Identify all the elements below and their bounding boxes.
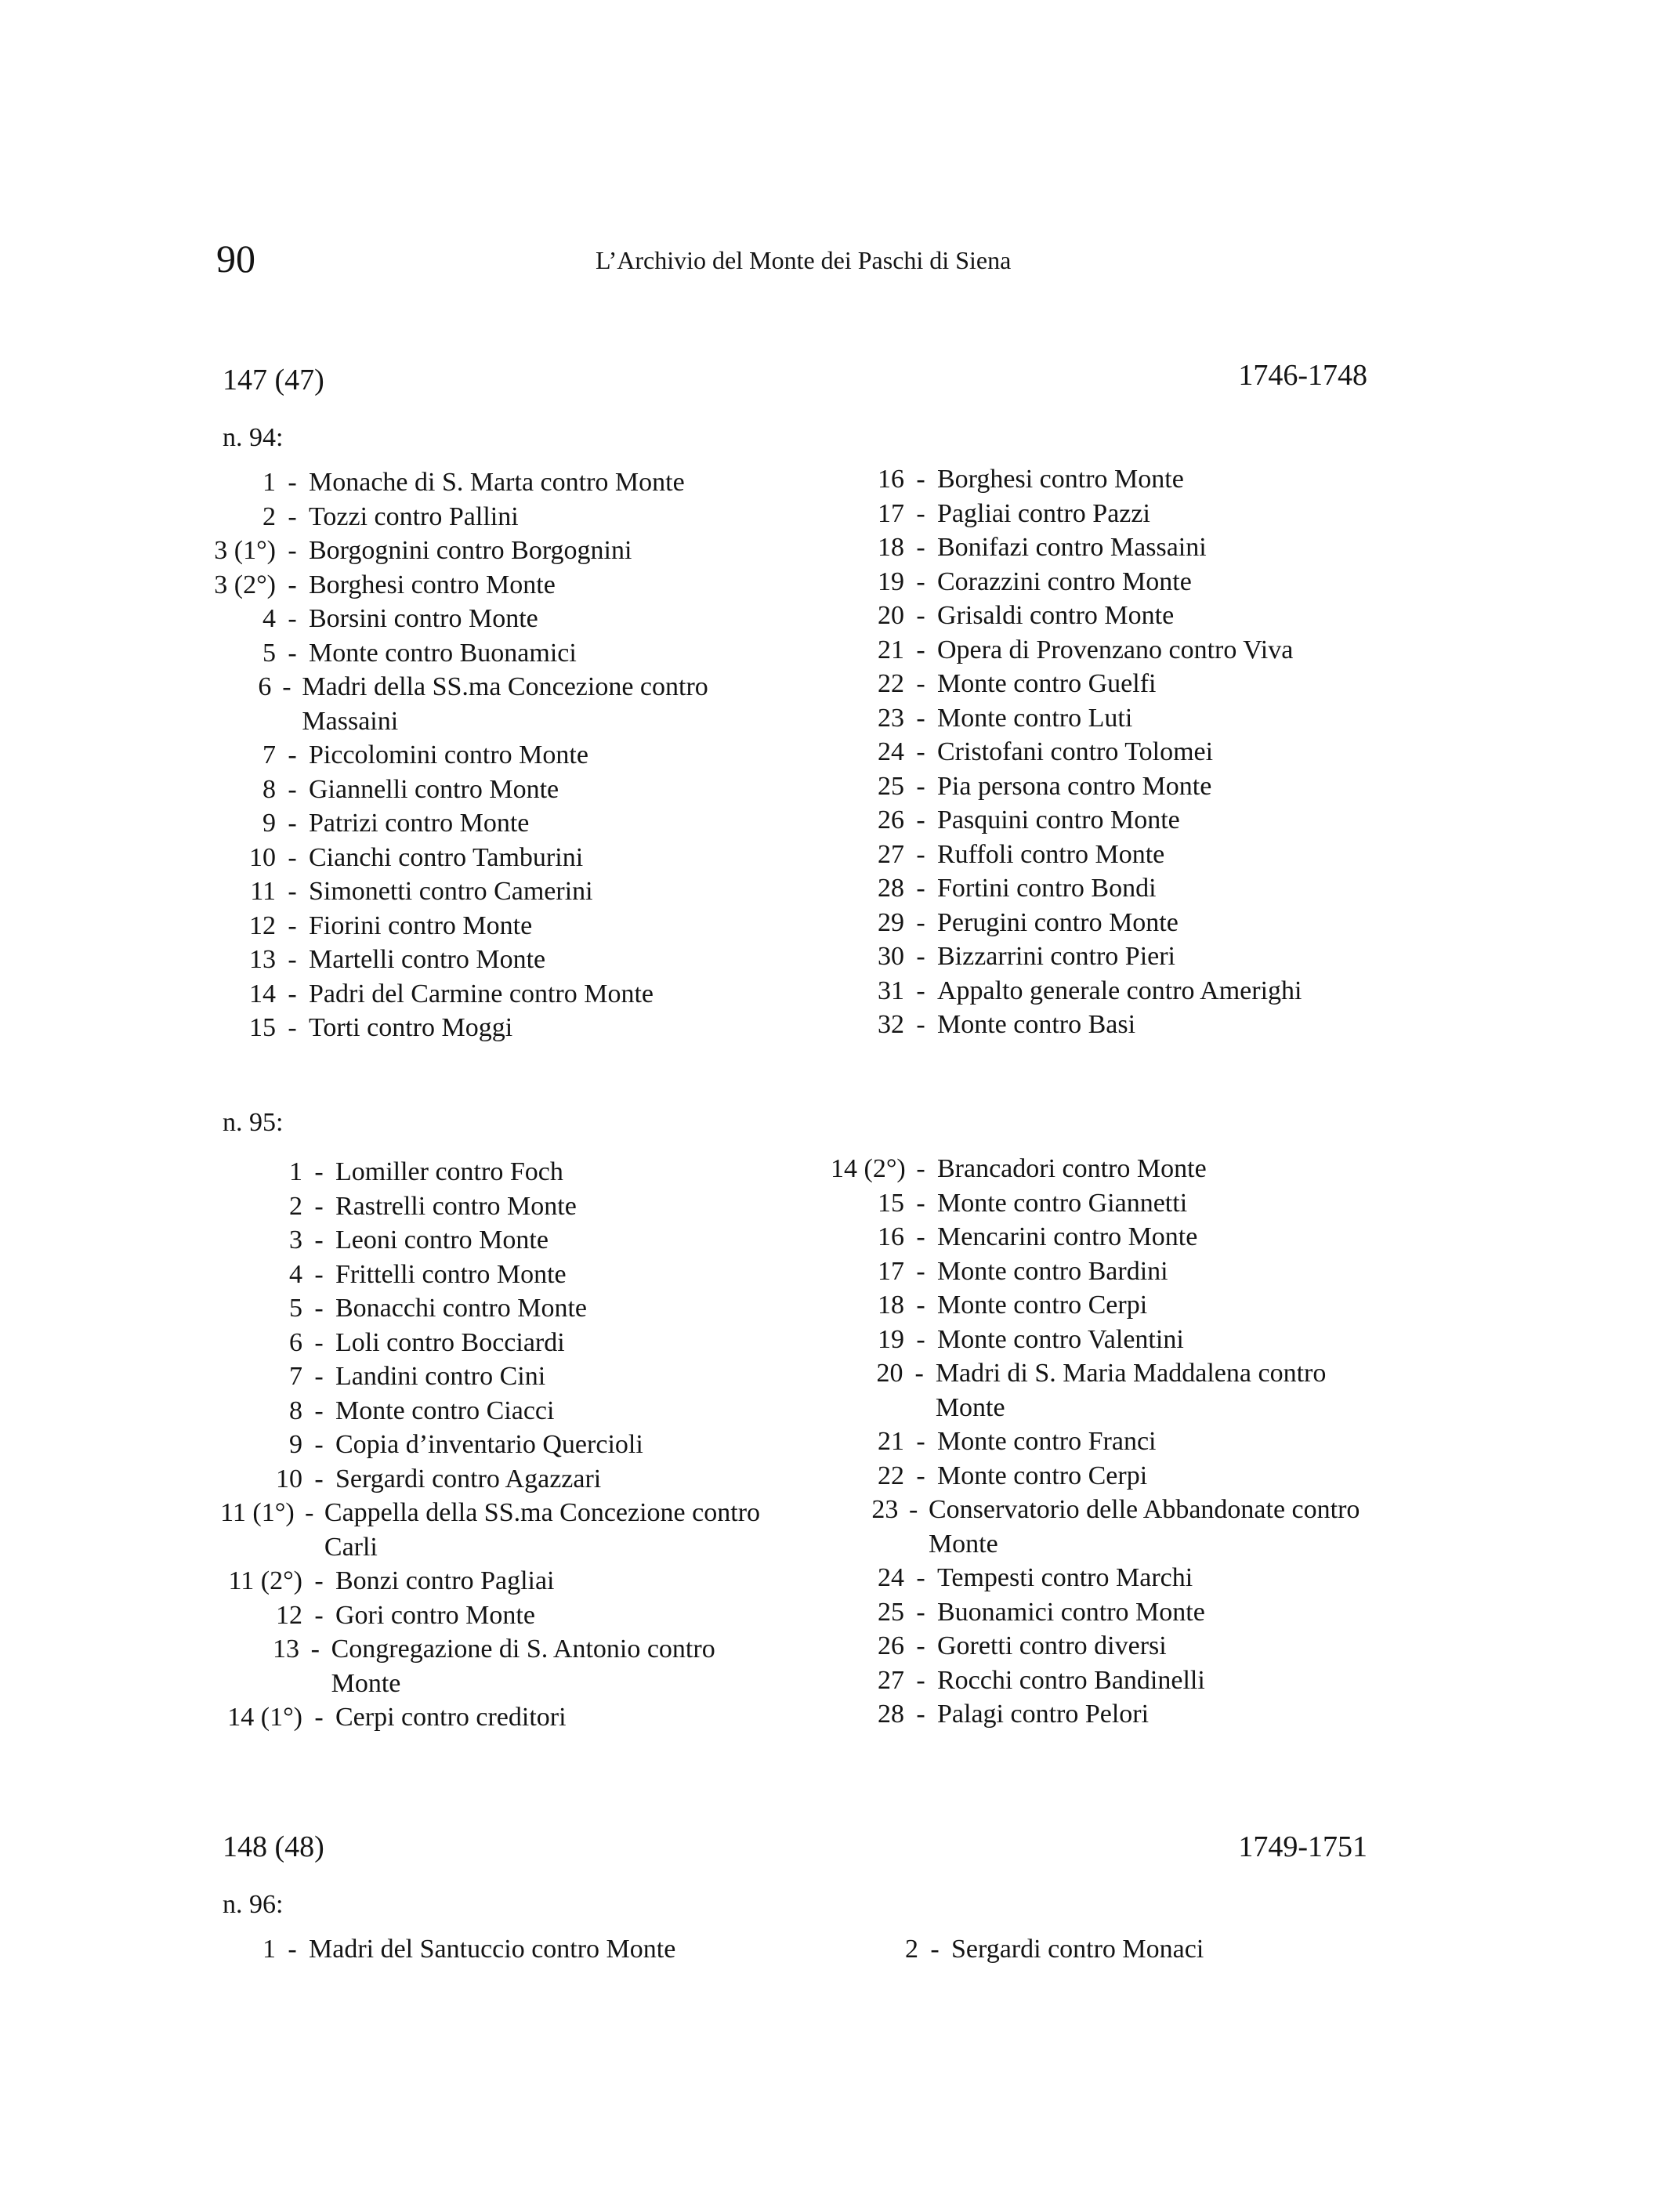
entry-text: Tozzi contro Pallini bbox=[309, 501, 519, 531]
entry-dash: - bbox=[916, 1563, 925, 1592]
list-item bbox=[212, 500, 776, 534]
list-item bbox=[831, 599, 1395, 633]
entry-number: 15 bbox=[878, 1188, 904, 1218]
entry-dash: - bbox=[305, 1498, 314, 1527]
entry-number: 26 bbox=[878, 806, 904, 835]
entry-dash: - bbox=[908, 1495, 918, 1524]
entry-number: 20 bbox=[876, 1359, 903, 1388]
section-id: 147 (47) bbox=[223, 364, 324, 396]
entry-number: 2 bbox=[905, 1935, 918, 1964]
entry-number: 9 bbox=[262, 809, 276, 838]
entry-number: 21 bbox=[878, 1427, 904, 1456]
entry-dash: - bbox=[314, 1259, 324, 1289]
entry-dash: - bbox=[916, 771, 925, 801]
entry-text: Loli contro Bocciardi bbox=[335, 1327, 565, 1357]
entry-text: Martelli contro Monte bbox=[309, 945, 546, 974]
list-item bbox=[212, 1496, 776, 1564]
list-item bbox=[831, 735, 1395, 769]
entry-text: Tempesti contro Marchi bbox=[937, 1563, 1193, 1592]
group-label: n. 95: bbox=[223, 1108, 284, 1137]
entry-text: Borghesi contro Monte bbox=[309, 570, 556, 599]
list-item bbox=[212, 874, 776, 909]
list-item bbox=[831, 1561, 1395, 1595]
list-item bbox=[212, 1155, 776, 1189]
entry-dash: - bbox=[916, 1256, 925, 1286]
running-title: L’Archivio del Monte dei Paschi di Siena bbox=[596, 246, 1012, 274]
entry-number: 16 bbox=[878, 465, 904, 494]
entry-number: 7 bbox=[262, 740, 276, 769]
entry-dash: - bbox=[314, 1566, 324, 1595]
entry-number: 17 bbox=[878, 1256, 904, 1286]
entry-list-left bbox=[212, 1932, 776, 1967]
page-number: 90 bbox=[216, 237, 255, 281]
list-item bbox=[831, 1425, 1395, 1459]
list-item bbox=[831, 906, 1395, 940]
entry-text: Ruffoli contro Monte bbox=[937, 839, 1165, 869]
list-item bbox=[831, 1493, 1395, 1561]
entry-list-left bbox=[212, 1155, 776, 1735]
list-item bbox=[212, 670, 776, 738]
entry-text: Grisaldi contro Monte bbox=[937, 601, 1175, 630]
entry-number: 26 bbox=[878, 1631, 904, 1660]
entry-dash: - bbox=[314, 1226, 324, 1254]
list-item bbox=[212, 1394, 776, 1428]
section-id: 148 (48) bbox=[223, 1830, 324, 1863]
list-item bbox=[831, 1629, 1395, 1664]
entry-dash: - bbox=[916, 1154, 925, 1183]
entry-dash: - bbox=[288, 979, 297, 1008]
entry-number: 2 bbox=[262, 501, 276, 531]
entry-number: 14 (2°) bbox=[831, 1154, 906, 1183]
entry-dash: - bbox=[916, 465, 925, 494]
list-item bbox=[831, 1152, 1395, 1186]
entry-text: Appalto generale contro Amerighi bbox=[937, 976, 1302, 1005]
entry-dash: - bbox=[288, 536, 297, 565]
list-item bbox=[212, 1932, 776, 1967]
entry-dash: - bbox=[914, 1359, 924, 1388]
entry-number: 6 bbox=[289, 1327, 302, 1357]
entry-number: 22 bbox=[878, 669, 904, 698]
list-item bbox=[831, 667, 1395, 701]
list-item bbox=[212, 1359, 776, 1394]
list-item bbox=[831, 633, 1395, 668]
entry-dash: - bbox=[916, 907, 925, 937]
entry-number: 16 bbox=[878, 1222, 904, 1251]
entry-text: Landini contro Cini bbox=[335, 1362, 546, 1391]
entry-text: Conservatorio delle Abbandonate contro Monte bbox=[928, 1495, 1360, 1559]
list-item bbox=[831, 565, 1395, 599]
list-item bbox=[831, 838, 1395, 872]
entry-number: 5 bbox=[262, 638, 276, 668]
entry-text: Monte contro Giannetti bbox=[937, 1188, 1188, 1218]
entry-text: Giannelli contro Monte bbox=[309, 774, 559, 804]
list-item bbox=[212, 977, 776, 1012]
entry-dash: - bbox=[930, 1935, 940, 1964]
entry-dash: - bbox=[288, 774, 297, 804]
entry-dash: - bbox=[916, 703, 925, 733]
entry-text: Cristofani contro Tolomei bbox=[937, 737, 1214, 766]
entry-number: 3 (1°) bbox=[214, 536, 276, 565]
entry-number: 27 bbox=[878, 1665, 904, 1695]
entry-number: 9 bbox=[289, 1430, 302, 1459]
entry-number: 11 (1°) bbox=[220, 1498, 295, 1527]
list-item bbox=[831, 1356, 1395, 1425]
list-item bbox=[831, 462, 1395, 497]
entry-text: Monte contro Cerpi bbox=[937, 1291, 1148, 1320]
section-dates: 1749-1751 bbox=[1238, 1830, 1367, 1863]
list-item bbox=[212, 806, 776, 841]
entry-dash: - bbox=[916, 1597, 925, 1627]
entry-number: 31 bbox=[878, 976, 904, 1005]
entry-text: Cappella della SS.ma Concezione contro Carli bbox=[324, 1498, 761, 1562]
list-item bbox=[212, 909, 776, 943]
list-item bbox=[831, 803, 1395, 838]
entry-dash: - bbox=[314, 1294, 324, 1323]
entry-text: Copia d’inventario Quercioli bbox=[335, 1430, 643, 1459]
list-item bbox=[845, 1932, 1409, 1967]
entry-text: Bonzi contro Pagliai bbox=[335, 1566, 555, 1595]
list-item bbox=[831, 701, 1395, 736]
list-item bbox=[831, 1664, 1395, 1698]
entry-dash: - bbox=[916, 976, 925, 1005]
entry-number: 12 bbox=[276, 1600, 302, 1630]
entry-text: Bonifazi contro Massaini bbox=[937, 533, 1207, 562]
entry-number: 19 bbox=[878, 567, 904, 596]
entry-dash: - bbox=[916, 1010, 925, 1039]
entry-number: 6 bbox=[258, 672, 272, 701]
entry-dash: - bbox=[916, 1324, 925, 1354]
entry-number: 29 bbox=[878, 907, 904, 937]
group-label: n. 94: bbox=[223, 423, 284, 452]
entry-text: Congregazione di S. Antonio contro Monte bbox=[331, 1635, 715, 1698]
list-item bbox=[831, 1697, 1395, 1732]
entry-number: 28 bbox=[878, 874, 904, 903]
entry-number: 14 (1°) bbox=[227, 1703, 302, 1732]
entry-text: Buonamici contro Monte bbox=[937, 1597, 1205, 1627]
entry-number: 1 bbox=[289, 1157, 302, 1186]
entry-number: 21 bbox=[878, 635, 904, 664]
list-item bbox=[212, 1428, 776, 1462]
entry-number: 25 bbox=[878, 771, 904, 801]
entry-number: 18 bbox=[878, 1291, 904, 1320]
entry-text: Borghesi contro Monte bbox=[937, 465, 1184, 494]
entry-text: Rastrelli contro Monte bbox=[335, 1191, 577, 1221]
list-item bbox=[212, 841, 776, 875]
entry-number: 8 bbox=[262, 774, 276, 804]
entry-dash: - bbox=[916, 1427, 925, 1456]
entry-number: 28 bbox=[878, 1700, 904, 1729]
entry-number: 32 bbox=[878, 1010, 904, 1039]
entry-text: Bonacchi contro Monte bbox=[335, 1294, 588, 1323]
entry-number: 30 bbox=[878, 942, 904, 971]
entry-dash: - bbox=[916, 601, 925, 630]
entry-text: Palagi contro Pelori bbox=[937, 1700, 1150, 1729]
list-item bbox=[831, 530, 1395, 565]
entry-text: Goretti contro diversi bbox=[937, 1631, 1167, 1660]
entry-dash: - bbox=[288, 1013, 297, 1042]
entry-dash: - bbox=[916, 669, 925, 698]
entry-text: Sergardi contro Agazzari bbox=[335, 1464, 602, 1493]
entry-dash: - bbox=[288, 1935, 297, 1964]
entry-dash: - bbox=[916, 1700, 925, 1729]
list-item bbox=[212, 568, 776, 603]
entry-number: 7 bbox=[289, 1362, 302, 1391]
entry-text: Pasquini contro Monte bbox=[937, 806, 1180, 835]
list-item bbox=[831, 1220, 1395, 1254]
entry-dash: - bbox=[288, 501, 297, 531]
list-item bbox=[831, 1323, 1395, 1357]
entry-dash: - bbox=[314, 1396, 324, 1425]
entry-dash: - bbox=[916, 1665, 925, 1695]
entry-dash: - bbox=[916, 533, 925, 562]
list-item bbox=[831, 1459, 1395, 1493]
entry-dash: - bbox=[916, 498, 925, 528]
list-item bbox=[212, 773, 776, 807]
list-item bbox=[212, 943, 776, 977]
entry-dash: - bbox=[288, 468, 297, 497]
list-item bbox=[212, 1462, 776, 1497]
entry-text: Torti contro Moggi bbox=[309, 1013, 513, 1042]
entry-text: Borsini contro Monte bbox=[309, 604, 538, 633]
entry-number: 25 bbox=[878, 1597, 904, 1627]
entry-number: 3 (2°) bbox=[214, 570, 276, 599]
entry-text: Monte contro Franci bbox=[937, 1427, 1157, 1456]
list-item bbox=[212, 1258, 776, 1292]
entry-number: 4 bbox=[262, 604, 276, 633]
list-item bbox=[831, 1288, 1395, 1323]
entry-dash: - bbox=[282, 672, 291, 701]
entry-text: Simonetti contro Camerini bbox=[309, 877, 593, 906]
group-label: n. 96: bbox=[223, 1890, 284, 1919]
entry-text: Monte contro Buonamici bbox=[309, 638, 577, 668]
entry-dash: - bbox=[288, 570, 297, 599]
entry-number: 18 bbox=[878, 533, 904, 562]
entry-number: 2 bbox=[289, 1191, 302, 1221]
entry-dash: - bbox=[288, 945, 297, 974]
entry-dash: - bbox=[916, 635, 925, 664]
entry-number: 24 bbox=[878, 737, 904, 766]
entry-number: 8 bbox=[289, 1396, 302, 1425]
entry-number: 3 bbox=[289, 1226, 302, 1254]
entry-number: 12 bbox=[249, 911, 276, 940]
entry-dash: - bbox=[314, 1327, 324, 1357]
entry-text: Monte contro Valentini bbox=[937, 1324, 1184, 1354]
entry-text: Madri di S. Maria Maddalena contro Monte bbox=[935, 1359, 1327, 1422]
entry-number: 5 bbox=[289, 1294, 302, 1323]
entry-text: Monte contro Ciacci bbox=[335, 1396, 555, 1425]
entry-number: 1 bbox=[262, 1935, 276, 1964]
entry-text: Cerpi contro creditori bbox=[335, 1703, 567, 1732]
entry-dash: - bbox=[916, 874, 925, 903]
entry-text: Frittelli contro Monte bbox=[335, 1259, 567, 1289]
entry-number: 4 bbox=[289, 1259, 302, 1289]
entry-number: 14 bbox=[249, 979, 276, 1008]
entry-text: Rocchi contro Bandinelli bbox=[937, 1665, 1205, 1695]
entry-dash: - bbox=[916, 737, 925, 766]
entry-dash: - bbox=[916, 1631, 925, 1660]
entry-dash: - bbox=[916, 1222, 925, 1251]
entry-number: 17 bbox=[878, 498, 904, 528]
list-item bbox=[212, 1011, 776, 1045]
list-item bbox=[212, 1598, 776, 1633]
entry-number: 20 bbox=[878, 601, 904, 630]
list-item bbox=[831, 1186, 1395, 1221]
entry-dash: - bbox=[916, 1188, 925, 1218]
list-item bbox=[831, 497, 1395, 531]
entry-text: Monte contro Basi bbox=[937, 1010, 1136, 1039]
entry-text: Corazzini contro Monte bbox=[937, 567, 1192, 596]
entry-text: Padri del Carmine contro Monte bbox=[309, 979, 654, 1008]
list-item bbox=[831, 1254, 1395, 1289]
entry-dash: - bbox=[314, 1191, 324, 1221]
entry-dash: - bbox=[288, 842, 297, 872]
list-item bbox=[212, 534, 776, 568]
entry-text: Monte contro Cerpi bbox=[937, 1461, 1148, 1490]
list-item bbox=[212, 1291, 776, 1326]
entry-list-right bbox=[831, 1152, 1395, 1732]
entry-text: Monte contro Luti bbox=[937, 703, 1133, 733]
list-item bbox=[212, 636, 776, 671]
entry-text: Gori contro Monte bbox=[335, 1600, 535, 1630]
entry-dash: - bbox=[314, 1600, 324, 1630]
list-item bbox=[831, 1008, 1395, 1042]
entry-text: Pagliai contro Pazzi bbox=[937, 498, 1150, 528]
entry-text: Fortini contro Bondi bbox=[937, 874, 1157, 903]
entry-text: Mencarini contro Monte bbox=[937, 1222, 1198, 1251]
entry-number: 10 bbox=[249, 842, 276, 872]
entry-text: Madri della SS.ma Concezione contro Massaini bbox=[302, 672, 708, 736]
list-item bbox=[212, 1700, 776, 1735]
section-dates: 1746-1748 bbox=[1238, 359, 1367, 392]
entry-dash: - bbox=[310, 1635, 320, 1664]
entry-dash: - bbox=[288, 809, 297, 838]
entry-text: Brancadori contro Monte bbox=[937, 1154, 1207, 1183]
entry-dash: - bbox=[288, 911, 297, 940]
list-item bbox=[831, 940, 1395, 974]
entry-dash: - bbox=[314, 1362, 324, 1391]
entry-text: Sergardi contro Monaci bbox=[951, 1935, 1204, 1964]
list-item bbox=[212, 1326, 776, 1360]
entry-text: Bizzarrini contro Pieri bbox=[937, 942, 1176, 971]
entry-number: 23 bbox=[878, 703, 904, 733]
entry-text: Opera di Provenzano contro Viva bbox=[937, 635, 1294, 664]
entry-number: 15 bbox=[249, 1013, 276, 1042]
entry-dash: - bbox=[916, 942, 925, 971]
entry-number: 11 bbox=[250, 877, 276, 906]
list-item bbox=[212, 738, 776, 773]
entry-dash: - bbox=[288, 740, 297, 769]
entry-number: 24 bbox=[878, 1563, 904, 1592]
entry-text: Pia persona contro Monte bbox=[937, 771, 1212, 801]
entry-text: Leoni contro Monte bbox=[335, 1226, 549, 1254]
entry-dash: - bbox=[314, 1157, 324, 1186]
entry-list-right bbox=[831, 462, 1395, 1042]
entry-text: Perugini contro Monte bbox=[937, 907, 1179, 937]
entry-number: 13 bbox=[273, 1635, 300, 1664]
entry-dash: - bbox=[916, 1461, 925, 1490]
entry-number: 22 bbox=[878, 1461, 904, 1490]
list-item bbox=[212, 1189, 776, 1224]
entry-list-right bbox=[845, 1932, 1409, 1967]
entry-text: Patrizi contro Monte bbox=[309, 809, 530, 838]
list-item bbox=[212, 602, 776, 636]
entry-dash: - bbox=[916, 567, 925, 596]
list-item bbox=[831, 974, 1395, 1008]
entry-number: 27 bbox=[878, 839, 904, 869]
entry-dash: - bbox=[314, 1430, 324, 1459]
entry-number: 10 bbox=[276, 1464, 302, 1493]
entry-dash: - bbox=[314, 1464, 324, 1493]
entry-dash: - bbox=[916, 806, 925, 835]
list-item bbox=[831, 871, 1395, 906]
entry-number: 19 bbox=[878, 1324, 904, 1354]
list-item bbox=[212, 1632, 776, 1700]
entry-number: 11 (2°) bbox=[228, 1566, 302, 1595]
entry-dash: - bbox=[314, 1703, 324, 1732]
entry-dash: - bbox=[288, 877, 297, 906]
list-item bbox=[212, 1223, 776, 1258]
entry-text: Borgognini contro Borgognini bbox=[309, 536, 632, 565]
entry-dash: - bbox=[916, 1291, 925, 1320]
entry-text: Lomiller contro Foch bbox=[335, 1157, 563, 1186]
entry-text: Monte contro Bardini bbox=[937, 1256, 1168, 1286]
entry-text: Piccolomini contro Monte bbox=[309, 740, 588, 769]
entry-dash: - bbox=[288, 638, 297, 668]
entry-dash: - bbox=[916, 839, 925, 869]
entry-number: 23 bbox=[871, 1495, 899, 1524]
list-item bbox=[831, 769, 1395, 804]
list-item bbox=[212, 465, 776, 500]
entry-dash: - bbox=[288, 604, 297, 633]
entry-text: Cianchi contro Tamburini bbox=[309, 842, 584, 872]
entry-list-left bbox=[212, 465, 776, 1045]
entry-text: Fiorini contro Monte bbox=[309, 911, 533, 940]
list-item bbox=[212, 1564, 776, 1598]
entry-number: 1 bbox=[262, 468, 276, 497]
entry-text: Monache di S. Marta contro Monte bbox=[309, 468, 685, 497]
list-item bbox=[831, 1595, 1395, 1630]
entry-number: 13 bbox=[249, 945, 276, 974]
entry-text: Madri del Santuccio contro Monte bbox=[309, 1935, 676, 1964]
entry-text: Monte contro Guelfi bbox=[937, 669, 1157, 698]
